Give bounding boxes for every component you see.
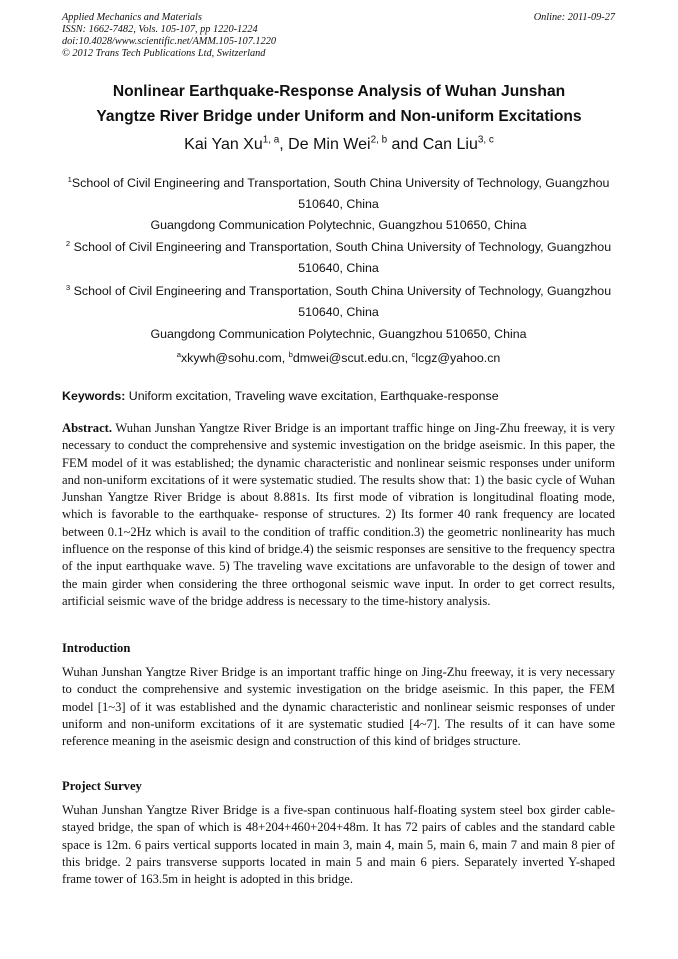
running-header [62, 12, 615, 60]
affiliation-text: Guangdong Communication Polytechnic, Guangzhou 510650, China [150, 327, 527, 341]
affiliation-mark: 2 [65, 238, 71, 248]
affiliation-mark: 1 [67, 174, 72, 184]
keywords-text: Uniform excitation, Traveling wave excitation, Earthquake-response [125, 389, 499, 403]
author-separator: , [279, 136, 289, 153]
online-date: Online: 2011-09-27 [533, 12, 615, 23]
journal-name: Applied Mechanics and Materials [62, 12, 202, 23]
affiliation-text: 510640, China [298, 197, 379, 211]
affiliation-text: 510640, China [298, 305, 379, 319]
affiliation-text: School of Civil Engineering and Transportation, South China University of Technology, Guangzhou [71, 176, 610, 190]
paper-title [40, 79, 638, 129]
email-link[interactable]: dmwei@scut.edu.cn [292, 351, 405, 365]
affiliation-1-secondary [62, 215, 615, 236]
author-emails: $^a$xkywh@sohu.com, $^b$dmwei@scut.edu.cn, $^c$lcgz@yahoo.cn [176, 349, 501, 365]
keywords [62, 389, 615, 403]
author-affiliation-mark: 2, b [370, 134, 388, 146]
issn-line: ISSN: 1662-7482, Vols. 105-107, pp 1220-1224 [62, 24, 258, 35]
author-name: De Min Wei [288, 136, 371, 153]
email-mark: b [288, 349, 293, 359]
section-heading-project-survey: Project Survey [62, 779, 142, 793]
affiliation-text: Guangdong Communication Polytechnic, Guangzhou 510650, China [150, 218, 527, 232]
affiliation-text: 510640, China [298, 261, 379, 275]
author-name: Can Liu [422, 136, 478, 153]
affiliation-mark: 3 [65, 282, 71, 292]
affiliation-2 [62, 237, 615, 279]
author-affiliation-mark: 3, c [477, 134, 494, 146]
abstract [62, 420, 615, 610]
affiliation-1 [62, 173, 615, 215]
author-name: Kai Yan Xu [184, 136, 263, 153]
copyright-line: © 2012 Trans Tech Publications Ltd, Switzerland [62, 48, 266, 59]
affiliation-3-secondary [62, 324, 615, 345]
title-line-1: Nonlinear Earthquake-Response Analysis of Wuhan Junshan [112, 83, 566, 100]
author-affiliation-mark: 1, a [262, 134, 280, 146]
title-line-2: Yangtze River Bridge under Uniform and Non-uniform Excitations [96, 108, 582, 125]
project-survey-paragraph: Wuhan Junshan Yangtze River Bridge is a five-span continuous half-floating system steel box girder cable-stayed bridge, the span of which is 48+204+460+204+48m. It has 72 pairs of cables and the standard cable space is 12m. 6 pairs vertical supports located in main 3, main 4, main 5, main 6, main 7 and main 8 pier of this bridge. 2 pairs transverse supports located in main 5 and main 6 piers. Separately inverted Y-shaped frame tower of 163.5m in height is adopted in this bridge. [62, 803, 615, 887]
affiliation-text: School of Civil Engineering and Transportation, South China University of Technology, Guangzhou [70, 284, 612, 298]
email-mark: a [176, 349, 181, 359]
introduction-paragraph: Wuhan Junshan Yangtze River Bridge is an important traffic hinge on Jing-Zhu freeway, it is very necessary to conduct the comprehensive and systemic investigation on the bridge aseismic. In this paper, the FEM model [1~3] of it was established and the dynamic characteristic and nonlinear seismic responses of under uniform and non-uniform excitations of it are systematic studied [4~7]. The results of it can have some reference meaning in the aseismic design and construction of this kind of bridges structure. [62, 665, 615, 749]
doi-line: doi:10.4028/www.scientific.net/AMM.105-107.1220 [62, 36, 277, 47]
section-heading-introduction: Introduction [62, 641, 131, 655]
author-list [40, 135, 638, 155]
author-separator: and [387, 136, 423, 153]
abstract-text: Wuhan Junshan Yangtze River Bridge is an important traffic hinge on Jing-Zhu freeway, it is very necessary to conduct the comprehensive and systemic investigation on the bridge aseismic. In this paper, the FEM model of it was established; the dynamic characteristic and nonlinear seismic responses under uniform and non-uniform excitations of it were systematic studied. The results show that: 1) the basic cycle of Wuhan Junshan Yangtze River Bridge is about 8.881s. Its first mode of vibration is longitudinal floating mode, which is favorable to the earthquake- response of structures. 2) Its former 40 rank frequency are located between 0.1~2Hz which is avail to the condition of traffic condition.3) the geometric nonlinearity has much influence on the response of this kind of bridge.4) the seismic responses are sensitive to the frequency spectra of the input earthquake wave. 5) The traveling wave excitations are unfavorable to the design of tower and the main girder when considering the three orthogonal seismic wave input. In order to get correct results, artificial seismic wave of the bridge address is necessary to the time-history analysis. [62, 421, 615, 608]
abstract-label: Abstract. [62, 421, 113, 435]
keywords-label: Keywords: [62, 389, 126, 403]
affiliation-text: School of Civil Engineering and Transportation, South China University of Technology, Guangzhou [70, 240, 612, 254]
email-mark: c [411, 349, 416, 359]
affiliation-3 [62, 281, 615, 323]
email-link[interactable]: xkywh@sohu.com [180, 351, 282, 365]
email-link[interactable]: lcgz@yahoo.cn [415, 351, 501, 365]
